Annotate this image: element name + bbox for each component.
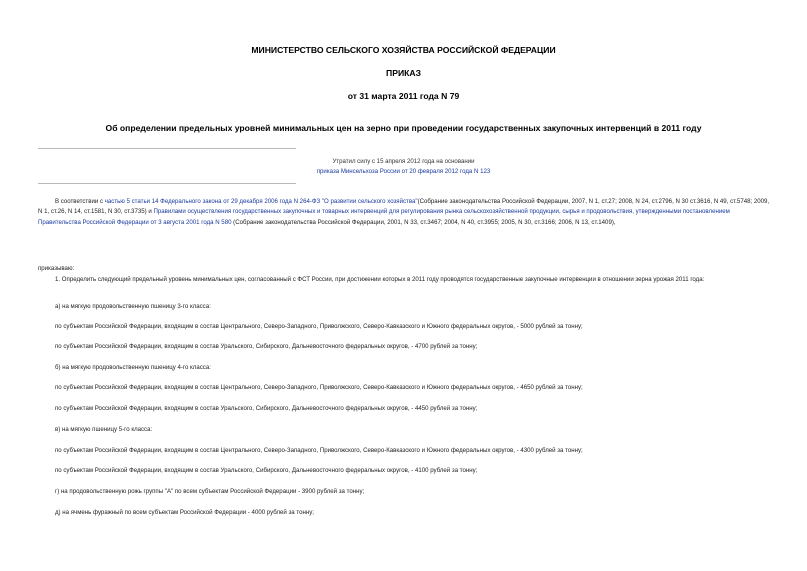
government-rules-link[interactable]: Правилами осуществления государственных закупочных и товарных интервенций для регулирования рынка сельскохозяйственной продукции, сырья и продовольствия, утвержденными постановлением Правительства Российской Федерации от 3 августа 2001 года N 580	[38, 208, 730, 226]
item-v-2: по субъектам Российской Федерации, входящим в состав Уральского, Сибирского, Дальневосточного федеральных округов, - 4100 рублей за тонну;	[55, 467, 478, 474]
preamble-paragraph	[38, 197, 770, 228]
item-v: в) на мягкую пшеницу 5-го класса:	[55, 426, 153, 433]
item-b: б) на мягкую продовольственную пшеницу 4-го класса:	[55, 364, 211, 371]
federal-law-link[interactable]: частью 5 статьи 14 Федерального закона от 29 декабря 2006 года N 264-ФЗ "О развитии сельского хозяйства"	[104, 198, 418, 205]
status-note-text: Утратил силу с 15 апреля 2012 года на основании	[332, 158, 475, 165]
date-number-heading: от 31 марта 2011 года N 79	[347, 91, 460, 101]
item-a-1: по субъектам Российской Федерации, входящим в состав Центрального, Северо-Западного, Приволжского, Северо-Кавказского и Южного федеральных округов, - 5000 рублей за тонну;	[55, 323, 583, 330]
preamble-text-2: (Собрание законодательства Российской Федерации, 2007, N 1, ст.27; 2008, N 24, ст.2796, N 30 ст.3616, N 49, ст.5748; 2009, N 1, ст.26, N 14, ст.1581, N 30, ст.3735) и	[38, 198, 770, 216]
doc-type-heading: ПРИКАЗ	[386, 68, 421, 78]
repeal-order-link[interactable]: приказа Минсельхоза России от 20 февраля 2012 года N 123	[316, 168, 491, 175]
ministry-heading: МИНИСТЕРСТВО СЕЛЬСКОГО ХОЗЯЙСТВА РОССИЙСКОЙ ФЕДЕРАЦИИ	[251, 45, 556, 55]
document-title: Об определении предельных уровней минимальных цен на зерно при проведении государственных закупочных интервенций в 2011 году	[105, 123, 702, 133]
preamble-text-3: (Собрание законодательства Российской Федерации, 2001, N 33, ст.3467; 2004, N 40, ст.3955; 2005, N 30, ст.3166; 2006, N 13, ст.1409),	[231, 218, 616, 226]
item-a: а) на мягкую продовольственную пшеницу 3-го класса:	[55, 303, 211, 310]
status-note-link[interactable]	[0, 167, 807, 177]
item-a-2: по субъектам Российской Федерации, входящим в состав Уральского, Сибирского, Дальневосточного федеральных округов, - 4700 рублей за тонну;	[55, 343, 478, 350]
item-1: 1. Определить следующий предельный уровень минимальных цен, согласованный с ФСТ России, при достижении которых в 2011 году проводятся государственные закупочные интервенции в отношении зерна урожая 2011 года:	[55, 276, 705, 283]
item-g: г) на продовольственную рожь группы "А" по всем субъектам Российской Федерации - 3900 рублей за тонну;	[55, 488, 365, 495]
preamble-text-1: В соответствии с	[55, 198, 105, 205]
order-word: приказываю:	[38, 265, 75, 272]
item-b-1: по субъектам Российской Федерации, входящим в состав Центрального, Северо-Западного, Приволжского, Северо-Кавказского и Южного федеральных округов, - 4650 рублей за тонну;	[55, 384, 583, 391]
divider-top	[38, 148, 296, 149]
item-v-1: по субъектам Российской Федерации, входящим в состав Центрального, Северо-Западного, Приволжского, Северо-Кавказского и Южного федеральных округов, - 4300 рублей за тонну;	[55, 447, 583, 454]
item-b-2: по субъектам Российской Федерации, входящим в состав Уральского, Сибирского, Дальневосточного федеральных округов, - 4450 рублей за тонну;	[55, 405, 478, 412]
divider-bottom	[38, 183, 296, 184]
item-d: д) на ячмень фуражный по всем субъектам Российской Федерации - 4000 рублей за тонну;	[55, 509, 314, 516]
